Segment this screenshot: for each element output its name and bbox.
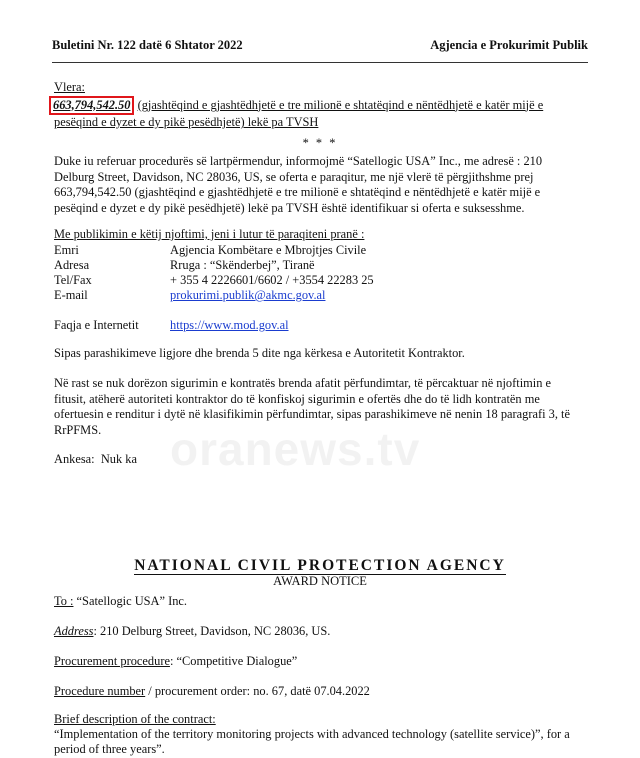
address-value: : 210 Delburg Street, Davidson, NC 28036, US. [93,624,331,638]
contact-heading: Me publikimin e këtij njoftimi, jeni i lutur të paraqiteni pranë : [54,227,365,241]
brief-label: Brief description of the contract: [54,712,216,726]
contact-label: Emri [54,242,79,257]
contact-value: Rruga : “Skënderbej”, Tiranë [170,257,315,272]
website-label: Faqja e Internetit [54,318,139,333]
contact-value: Agjencia Kombëtare e Mbrojtjes Civile [170,242,367,257]
value-section [54,80,574,131]
procedure-row [54,654,574,669]
contact-label: E-mail [54,288,88,303]
value-amount-highlight: 663,794,542.50 [49,96,134,116]
deadline-paragraph: Sipas parashikimeve ligjore dhe brenda 5 dite nga kërkesa e Autoritetit Kontraktor. [54,346,465,360]
annex-value: Nuk ka [100,452,137,466]
agency-name: NATIONAL CIVIL PROTECTION AGENCY [134,557,506,574]
address-label: Address [54,624,94,638]
procedure-number-row [54,684,574,699]
procedure-number-label: Procedure number [54,684,146,698]
page-header [52,38,588,53]
procedure-value: : “Competitive Dialogue” [169,654,298,668]
procedure-label: Procurement procedure [54,654,170,668]
guarantee-paragraph: Në rast se nuk dorëzon sigurimin e kontratës brenda afatit përfundimtar, të përcaktuar në njoftimin e fitusit, atëherë autoriteti kontraktor do të konfiskoj sigurimin e ofertës dhe do të lidh kontratën me ofertuesin e renditur i dytë në klasifikimin përfundimtar, sipas parashikimeve në nenin 18 paragrafi 3, të RrPFMS. [54,376,570,437]
to-value: “Satellogic USA” Inc. [73,594,188,608]
address-row [54,624,574,639]
annex-label: Ankesa: [54,452,95,466]
to-row [54,594,574,609]
website-link[interactable]: https://www.mod.gov.al [170,318,289,333]
contact-section [54,227,574,334]
value-text: (gjashtëqind e gjashtëdhjetë e tre milionë e shtatëqind e nëntëdhjetë e katër mijë e pesëqind e dyzet e dy pikë pesëdhjetë) lekë pa TVSH [54,97,544,129]
header-divider [52,62,588,63]
contact-label: Adresa [54,257,90,272]
agency-title [0,557,640,575]
annex-row [54,452,574,468]
value-label: Vlera: [54,80,85,94]
website-row [54,318,574,333]
bulletin-title: Buletini Nr. 122 datë 6 Shtator 2022 [52,38,243,52]
contact-value: + 355 4 2226601/6602 / +3554 22283 25 [170,272,374,287]
intro-paragraph: Duke iu referuar procedurës së lartpërmendur, informojmë “Satellogic USA” Inc., me adresë : 210 Delburg Street, Davidson, NC 28036, US, se oferta e paraqitur, me një vlerë të përgjithshme prej 663,794,542.50 (gjashtëqind e gjashtëdhjetë e tre milionë e shtatëqind e nëntëdhjetë e katër mijë e pesëqind e dyzet e dy pikë pesëdhjetë) lekë pa TVSH është identifikuar si oferta e suksesshme. [54,154,543,215]
watermark: oranews.tv [170,423,421,475]
section-separator: * * * [302,136,338,150]
contact-table [54,243,574,304]
email-link[interactable]: prokurimi.publik@akmc.gov.al [170,288,326,303]
brief-value: “Implementation of the territory monitoring projects with advanced technology (satellite service)”, for a period of three years”. [54,727,570,756]
contact-label: Tel/Fax [54,272,92,287]
to-label: To : [54,594,74,608]
award-notice-title: AWARD NOTICE [273,574,367,588]
brief-description [54,712,574,757]
procedure-number-value: / procurement order: no. 67, datë 07.04.2022 [145,684,370,698]
publisher-name: Agjencia e Prokurimit Publik [430,38,588,52]
